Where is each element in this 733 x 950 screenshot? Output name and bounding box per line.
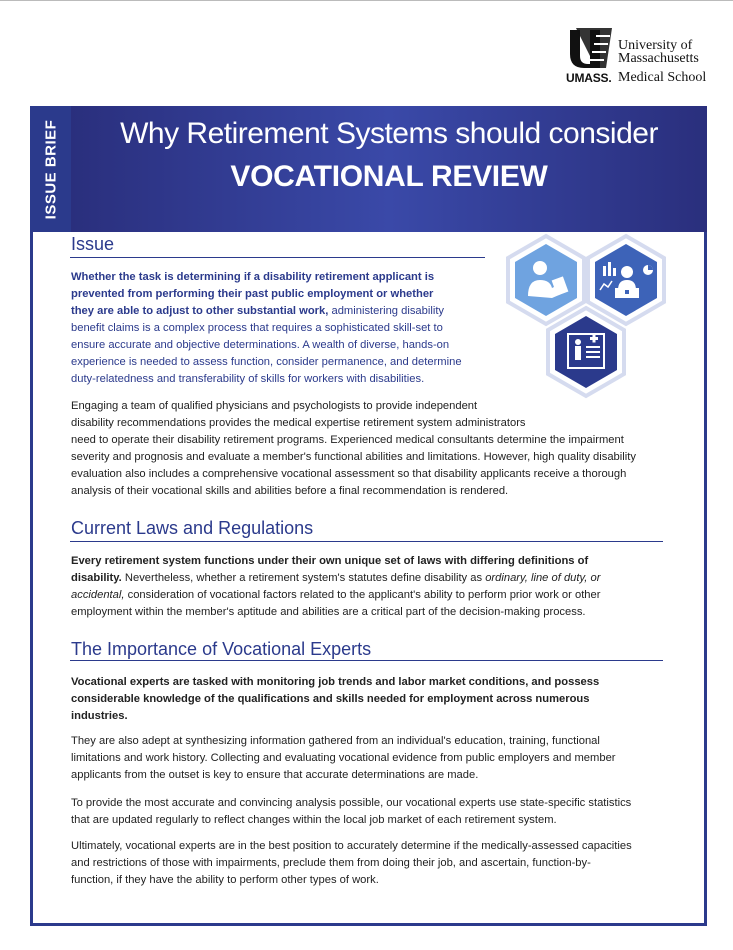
issue-paragraph-1 xyxy=(71,269,511,388)
analytics-person-icon xyxy=(588,236,664,324)
issue-text-line: analysis of their vocational skills and abilities before a final recommendation is rendered. xyxy=(71,485,509,497)
issue-text-line: Engaging a team of qualified physicians and psychologists to provide independent xyxy=(71,400,478,412)
experts-lead-paragraph xyxy=(71,674,671,725)
top-rule xyxy=(0,0,733,1)
experts-text-line: Ultimately, vocational experts are in the best position to accurately determine if the medically-assessed capacities xyxy=(71,840,632,852)
section-rule-issue xyxy=(70,257,485,258)
section-heading-experts: The Importance of Vocational Experts xyxy=(71,639,372,659)
experts-lead-line: industries. xyxy=(71,710,128,722)
issue-brief-label xyxy=(30,106,71,232)
section-rule-experts xyxy=(70,660,663,661)
laws-italic-text: accidental, xyxy=(71,589,125,601)
umass-logo xyxy=(566,26,726,86)
medical-chart-icon xyxy=(548,308,624,396)
issue-text-line: disability recommendations provides the medical expertise retirement system administrators xyxy=(71,417,526,429)
experts-paragraph-4 xyxy=(71,838,671,889)
issue-lead-line: they are able to adjust to other substantial work, xyxy=(71,305,329,317)
issue-brief-text: ISSUE BRIEF xyxy=(42,119,59,219)
laws-italic-text: ordinary, line of duty, or xyxy=(485,572,601,584)
issue-text-line: experience is needed to assess function, consider permanence, and determine xyxy=(71,356,462,368)
experts-lead-line: considerable knowledge of the qualifications and skills needed for employment across numerous xyxy=(71,693,590,705)
laws-text-line: employment within the member's aptitude and abilities are a critical part of the decision-making process. xyxy=(71,606,586,618)
experts-text-line: function, if they have the ability to perform other types of work. xyxy=(71,874,379,886)
experts-paragraph-2 xyxy=(71,733,671,784)
issue-paragraph-2 xyxy=(71,398,671,500)
experts-text-line: To provide the most accurate and convincing analysis possible, our vocational experts use state-specific statistics xyxy=(71,797,632,809)
section-heading-laws: Current Laws and Regulations xyxy=(71,518,314,538)
hex-icon-group xyxy=(500,232,680,402)
page-title: Why Retirement Systems should consider xyxy=(120,117,658,150)
issue-text-line: severity and prognosis and evaluate a member's functional abilities and limitations. However, high quality disability xyxy=(71,451,636,463)
logo-umass-wordmark: UMASS. xyxy=(566,71,612,85)
logo-university-name xyxy=(618,39,699,65)
laws-text-line: Nevertheless, whether a retirement system's statutes define disability as xyxy=(121,572,486,584)
issue-text-line: ensure accurate and objective determinations. A wealth of diverse, hands-on xyxy=(71,339,450,351)
person-reading-icon xyxy=(508,236,584,324)
issue-text-line: administering disability xyxy=(328,305,445,317)
page-subtitle: VOCATIONAL REVIEW xyxy=(230,160,548,193)
issue-lead-line: prevented from performing their past public employment or whether xyxy=(71,288,434,300)
experts-text-line: They are also adept at synthesizing information gathered from an individual's education, training, functional xyxy=(71,735,600,747)
logo-line-1: University of xyxy=(618,38,693,53)
experts-lead-line: Vocational experts are tasked with monitoring job trends and labor market conditions, and possess xyxy=(71,676,600,688)
laws-lead-line: Every retirement system functions under their own unique set of laws with differing definitions of xyxy=(71,555,589,567)
section-heading-issue: Issue xyxy=(71,234,115,254)
section-rule-laws xyxy=(70,541,663,542)
issue-text-line: benefit claims is a complex process that requires a sophisticated skill-set to xyxy=(71,322,443,334)
logo-line-2: Massachusetts xyxy=(618,51,699,66)
issue-text-line: evaluation also includes a comprehensive vocational assessment so that disability applicants receive a thorough xyxy=(71,468,627,480)
experts-text-line: limitations and work history. Collecting and evaluating vocational evidence from public employers and member xyxy=(71,752,616,764)
logo-medical-school: Medical School xyxy=(618,70,707,85)
laws-paragraph xyxy=(71,553,671,621)
issue-lead-line: Whether the task is determining if a disability retirement applicant is xyxy=(71,271,435,283)
issue-text-line: need to operate their disability retirement programs. Experienced medical consultants determine the impairment xyxy=(71,434,624,446)
issue-text-line: duty-relatedness and transferability of skills for workers with disabilities. xyxy=(71,373,425,385)
laws-text-line: consideration of vocational factors related to the applicant's ability to perform prior work or other xyxy=(124,589,601,601)
experts-text-line: and restrictions of those with impairments, preclude them from doing their job, and ascertain, function-by- xyxy=(71,857,591,869)
experts-text-line: that are updated regularly to reflect changes within the local job market of each retirement system. xyxy=(71,814,557,826)
laws-lead-line: disability. xyxy=(71,572,122,584)
experts-text-line: applicants from the outset is key to ensure that accurate determinations are made. xyxy=(71,769,479,781)
experts-paragraph-3 xyxy=(71,795,671,829)
